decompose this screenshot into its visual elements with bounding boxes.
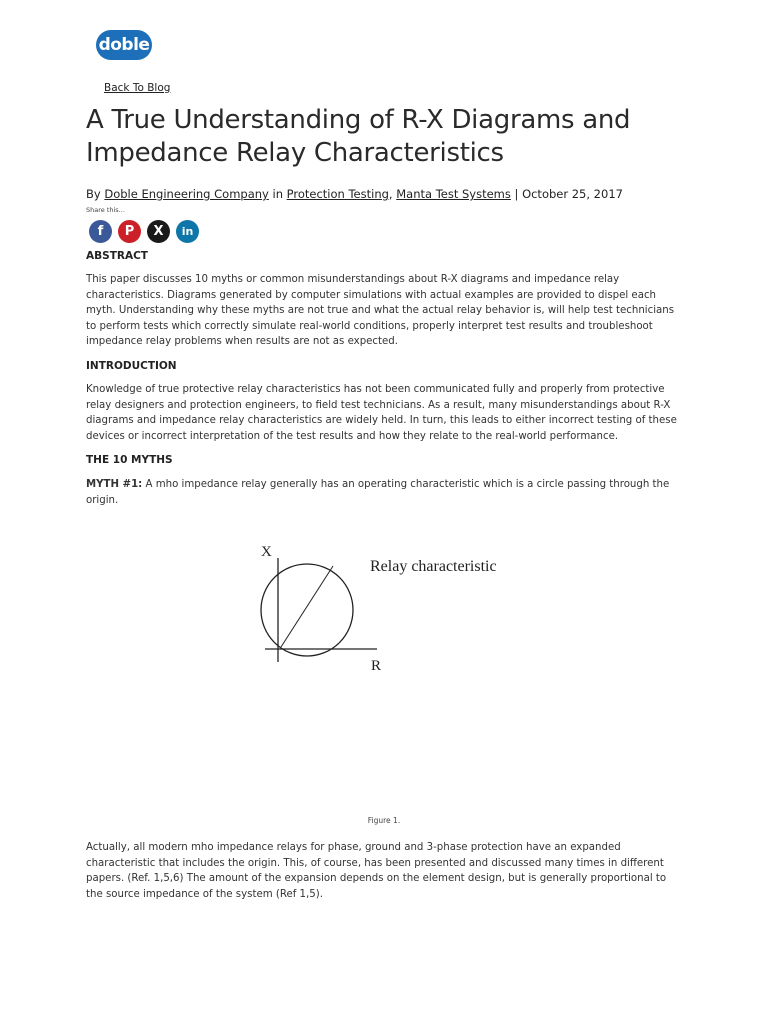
category-link-protection-testing[interactable]: Protection Testing: [286, 187, 389, 201]
introduction-body: Knowledge of true protective relay characteristics has not been communicated fully and properly from protective relay designers and protection engineers, to field test technicians. As a result, many misunderstandings about R-X diagrams and impedance relay characteristics are widely held. In turn, this leads to either incorrect testing of these devices or incorrect interpretation of the test results and how they relate to the real-world performance.: [86, 384, 677, 442]
linkedin-icon: in: [181, 225, 194, 238]
byline-prefix: By: [86, 187, 101, 201]
back-to-blog-link[interactable]: Back To Blog: [104, 82, 171, 94]
publish-date: October 25, 2017: [522, 187, 623, 201]
logo-text: doble: [98, 35, 150, 55]
explanation-paragraph: Actually, all modern mho impedance relays for phase, ground and 3-phase protection have an expanded characteristic that includes the origin. This, of course, has been presented and discussed many times in different papers. (Ref. 1,5,6) The amount of the expansion depends on the element design, but is generally proportional to the source impedance of the system (Ref 1,5).: [86, 842, 667, 900]
article-title: A True Understanding of R-X Diagrams and Impedance Relay Characteristics: [86, 105, 631, 168]
x-axis-label: X: [261, 544, 272, 560]
abstract-heading: ABSTRACT: [86, 250, 148, 262]
social-share-buttons: [89, 220, 199, 243]
myths-heading: THE 10 MYTHS: [86, 454, 173, 466]
r-axis-label: R: [371, 658, 382, 674]
abstract-body: This paper discusses 10 myths or common misunderstandings about R-X diagrams and impedance relay characteristics. Diagrams generated by computer simulations with actual examples are provided to dispel each myth. Understanding why these myths are not true and what the actual relay behavior is, will help test technicians to perform tests which correctly simulate real-world conditions, properly interpret test results and troubleshoot impedance relay problems when results are not as expected.: [86, 274, 675, 347]
myth-1-label: MYTH #1:: [86, 479, 143, 490]
relay-characteristic-annotation: Relay characteristic: [370, 558, 497, 575]
byline: [86, 187, 623, 201]
byline-date-separator: |: [514, 187, 519, 201]
facebook-icon: f: [97, 224, 104, 239]
myth-1-text: A mho impedance relay generally has an operating characteristic which is a circle passing through the origin.: [86, 479, 670, 506]
category-link-manta-test-systems[interactable]: Manta Test Systems: [396, 187, 511, 201]
pinterest-share-button[interactable]: [118, 220, 141, 243]
x-share-button[interactable]: [147, 220, 170, 243]
facebook-share-button[interactable]: [89, 220, 112, 243]
share-label: Share this...: [86, 206, 125, 214]
myth-1-paragraph: [86, 477, 686, 508]
introduction-heading: INTRODUCTION: [86, 360, 177, 372]
linkedin-share-button[interactable]: [176, 220, 199, 243]
pinterest-icon: P: [124, 224, 135, 239]
byline-comma: ,: [388, 187, 393, 201]
doble-logo[interactable]: [96, 30, 152, 60]
author-link[interactable]: Doble Engineering Company: [104, 187, 269, 201]
byline-in: in: [272, 187, 283, 201]
mho-circle: [261, 564, 353, 656]
x-icon: X: [153, 224, 164, 239]
relay-diameter-line: [281, 566, 333, 647]
figure-caption: Figure 1.: [367, 816, 401, 825]
rx-diagram-figure: [255, 540, 515, 680]
